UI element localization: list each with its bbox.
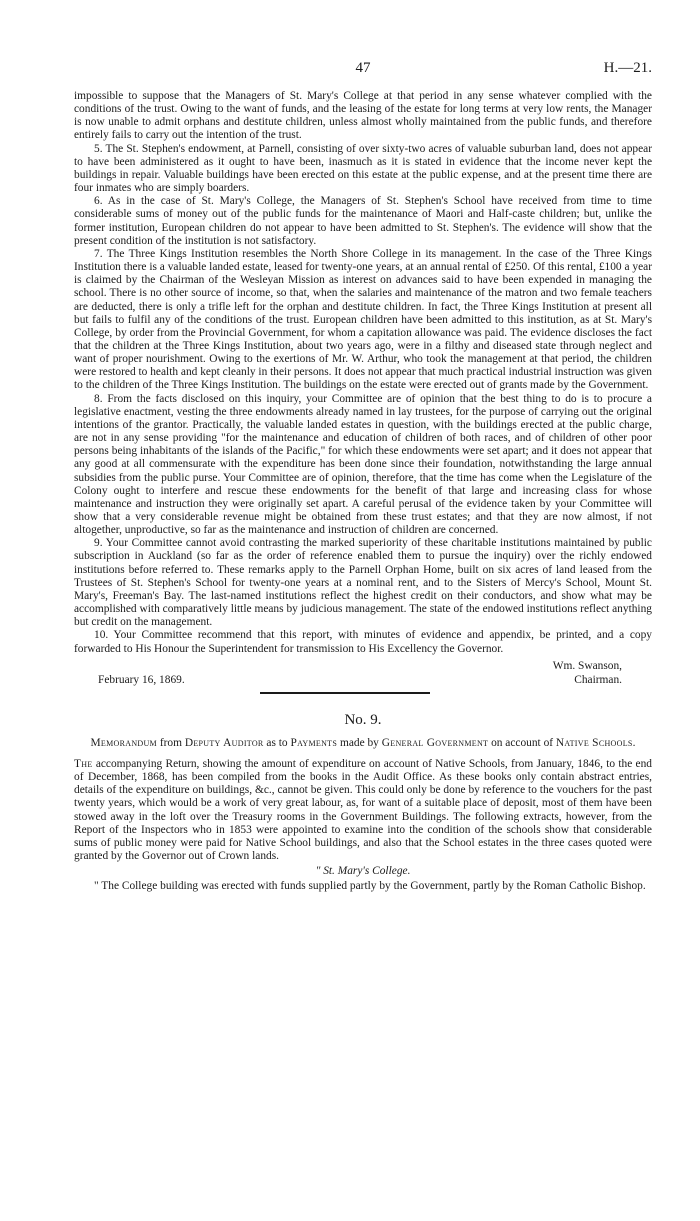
section-divider — [260, 692, 430, 694]
quote-text: " The College building was erected with funds supplied partly by the Government, partly by the Roman Catholic Bishop. — [94, 880, 646, 893]
paragraph-5: 5. The St. Stephen's endowment, at Parnell, consisting of over sixty-two acres of valuable suburban land, does not appear to have been administered as it ought to have been, inasmuch as it is stated in evidence that the income never kept the buildings in repair. Valuable buildings have been erected on this estate at the public expense, and at the present time there are four inmates who are simply boarders. — [74, 142, 652, 195]
page-header — [74, 60, 652, 82]
document-reference: H.—21. — [603, 60, 652, 76]
section-heading: No. 9. — [344, 711, 382, 728]
memorandum-title: Memorandum from Deputy Auditor as to Payments made by General Government on account of Native Schools. — [90, 736, 636, 749]
paragraph-6: 6. As in the case of St. Mary's College, the Managers of St. Stephen's School have received from time to time considerable sums of money out of the public funds for the maintenance of Maori and Half-caste children; but, unlike the former institution, European children do not appear to have been admitted to St. Stephen's. The evidence will show that the present condition of the institution is not satisfactory. — [74, 195, 652, 247]
paragraph-9: 9. Your Committee cannot avoid contrasting the marked superiority of these charitable institutions maintained by public subscription in Auckland (so far as the order of reference enabled them to pursue the inquiry) over the richly endowed institutions before referred to. These remarks apply to the Parnell Orphan Home, built on six acres of land leased from the Trustees of St. Stephen's School for twenty-one years at a nominal rent, and to the Sisters of Mercy's School, Mount St. Mary's, Freeman's Bay. The last-named institutions reflect the highest credit on their conductors, and show what may be accomplished with comparatively little means by judicious management. The state of the endowed institutions reflect anything but credit on the management. — [74, 537, 652, 629]
paragraph-continuation: impossible to suppose that the Managers of St. Mary's College at that period in any sense whatever complied with the conditions of the trust. Owing to the want of funds, and the leasing of the estate for long terms at very low rents, the Manager is now unable to admit orphans and destitute children, unless almost wholly maintained from the public funds, and therefore entirely fails to carry out the intention of the trust. — [74, 90, 652, 142]
page-number: 47 — [355, 60, 371, 76]
signature-block — [74, 658, 652, 714]
signatory-name: Wm. Swanson, — [552, 659, 622, 672]
paragraph-10: 10. Your Committee recommend that this report, with minutes of evidence and appendix, be printed, and a copy forwarded to His Honour the Superintendent for transmission to His Excellency the Governor. — [74, 629, 652, 655]
memorandum-body: The accompanying Return, showing the amount of expenditure on account of Native Schools, from January, 1846, to the end of December, 1868, has been compiled from the books in the Audit Office. As these books only contain abstract entries, details of the expenditure on buildings, &c., cannot be given. This could only be done by reference to the vouchers for the past twenty years, which would be a work of very great labour, as, for want of a suitable place of deposit, most of them have been stowed away in the loft over the Treasury rooms in the Government Buildings. The following extracts, however, from the Report of the Inspectors who in 1853 were appointed to examine into the condition of the schools show that considerable sums of public money were paid for Native School buildings, and also that the School estates in the three cases quoted were granted by the Governor out of Crown lands. — [74, 757, 652, 862]
document-body — [74, 90, 652, 893]
quote-heading: " St. Mary's College. — [315, 865, 411, 878]
paragraph-8: 8. From the facts disclosed on this inquiry, your Committee are of opinion that the best thing to do is to procure a legislative enactment, vesting the three endowments already named in lay trustees, for the purpose of carrying out the original intentions of the grantor. Practically, the valuable landed estates in question, with the buildings erected at the public charge, are not in any sense providing "for the maintenance and education of children of both races, and of children of other poor persons being inhabitants of the islands of the Pacific," for which these endowments were set apart; and it does not appear that any good at all commensurate with the expenditure has been done since their foundation, notwithstanding the large annual subsidies from the public purse. Your Committee are of opinion, therefore, that the time has come when the Legislature of the Colony ought to interfere and rescue these endowments for the benefit of that large and increasing class for whose maintenance and instruction they were originally set apart. A careful perusal of the evidence taken by your Committee will show that a very considerable revenue might be obtained from these trust estates; and that they are now almost, if not altogether, unproductive, so far as the maintenance and instruction of children are concerned. — [74, 392, 652, 537]
report-date: February 16, 1869. — [98, 673, 185, 686]
signatory-title: Chairman. — [574, 673, 622, 686]
paragraph-7: 7. The Three Kings Institution resembles the North Shore College in its management. In the case of the Three Kings Institution there is a valuable landed estate, leased for twenty-one years, at an annual rental of £250. Of this rental, £100 a year is claimed by the Chairman of the Wesleyan Mission as interest on advances said to have been expended in managing the school. There is no other source of income, so that, when the salaries and maintenance of the matron and two female teachers are deducted, there is only a trifle left for the orphan and destitute children. In fact, the Three Kings Institution at present all but fails to fulfil any of the conditions of the trust. European children have been admitted to this institution, as at St. Mary's College, by order from the Provincial Government, for whom a capitation allowance was paid. The evidence discloses the fact that the children at the Three Kings Institution, about two years ago, were in a filthy and diseased state through neglect and want of proper nourishment. Owing to the exertions of Mr. W. Arthur, who took the management at that period, the children were restored to health and kept cleanly in their persons. It does not appear that much practical industrial instruction was given to the children of the Three Kings Institution. The buildings on the estate were erected out of grants made by the Government. — [74, 247, 652, 392]
